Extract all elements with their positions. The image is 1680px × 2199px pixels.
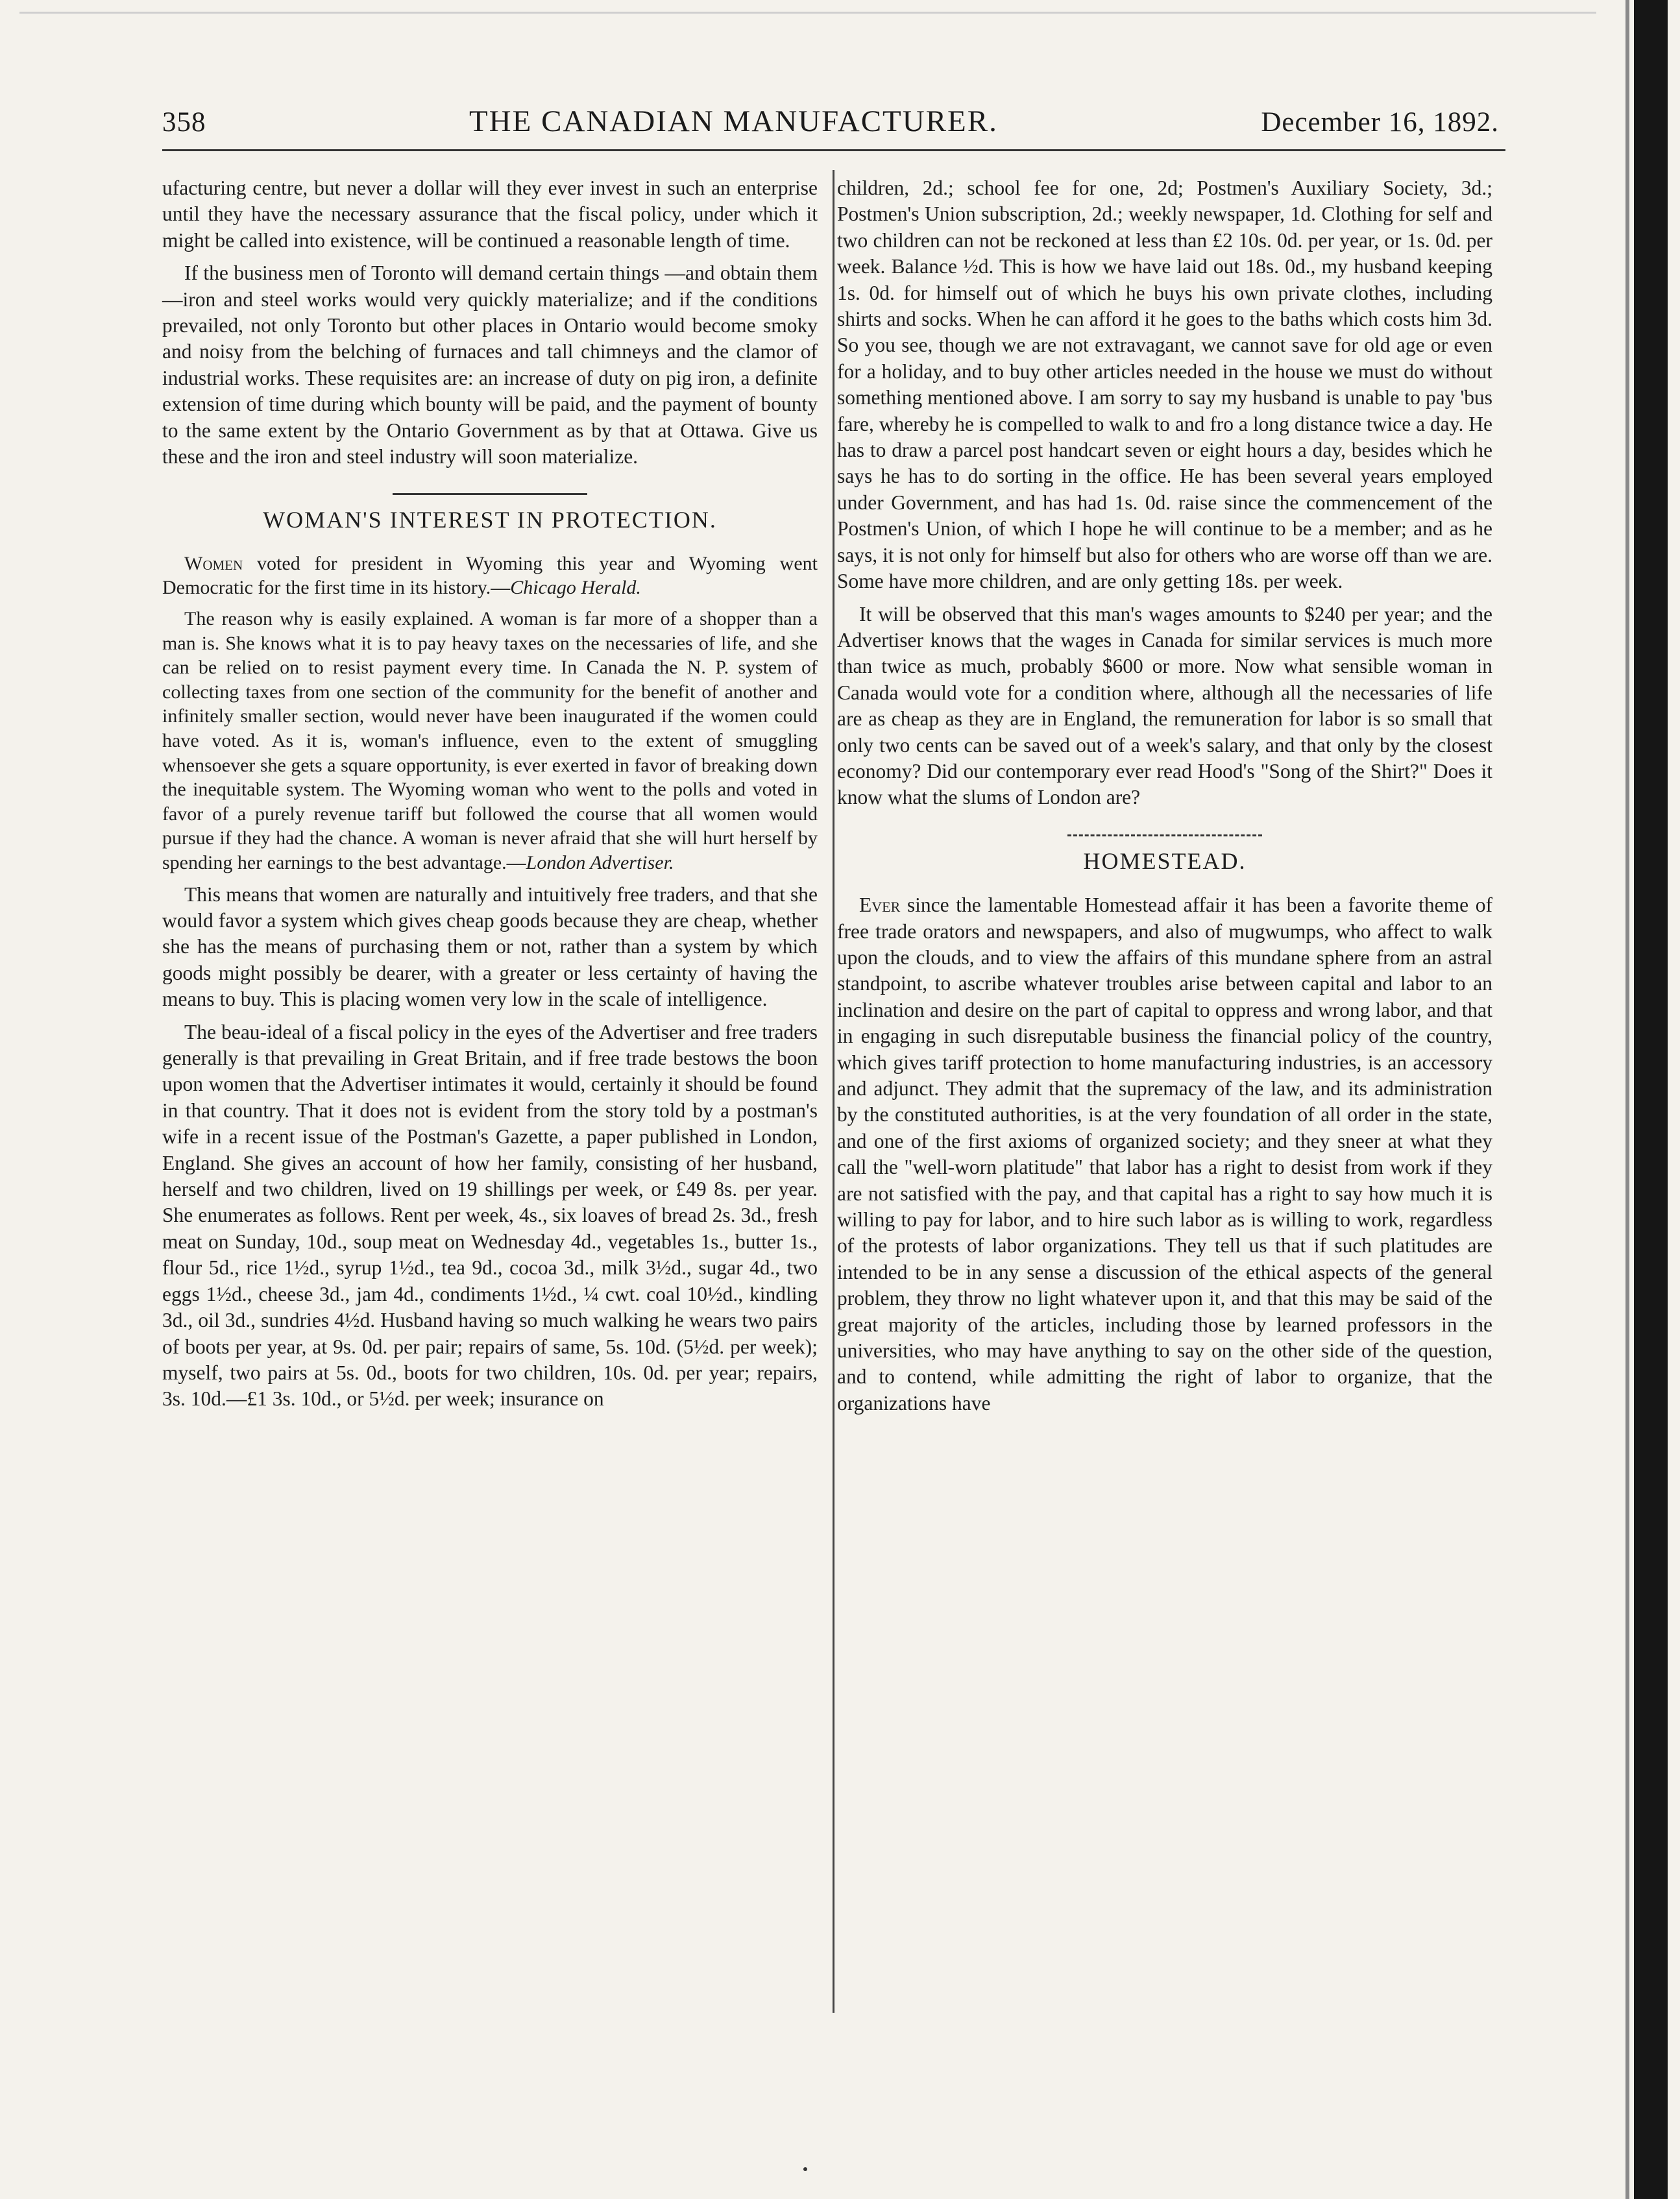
wages-comparison-paragraph: It will be observed that this man's wages amounts to $240 per year; and the Advertiser knows that the wages in Canada for similar services is much more than twice as much, probably $600 or more. Now what sensible woman in Canada would vote for a condition where, although all the necessaries of life are as cheap as they are in England, the remuneration for labor is so small that only two cents can be saved out of a week's salary, and that only by the closest economy? Did our contemporary ever read Hood's "Song of the Shirt?" Does it know what the slums of London are?: [837, 602, 1492, 809]
page-edge-bar: [1634, 0, 1668, 2199]
quote-text: The reason why is easily explained. A woman is far more of a shopper than a man is. She knows what it is to pay heavy taxes on the necessaries of life, and she can be relied on to resist payment every time. In Canada the N. P. system of collecting taxes from one section of the community for the benefit of another and infinitely smaller section, would never have been inaugurated if the women could have voted. As it is, woman's influence, even to the extent of smuggling whensoever she gets a square opportunity, is ever exerted in favor of breaking down the inequitable system. The Wyoming woman who went to the polls and voted in favor of a purely revenue tariff but followed the course that all women would pursue if they had the chance. A woman is never afraid that she will hurt herself by spending her earnings to the best advantage.—: [162, 608, 818, 873]
article-heading-womans-interest: WOMAN'S INTEREST IN PROTECTION.: [263, 507, 717, 533]
article-continuation-paragraph: ufacturing centre, but never a dollar will they ever invest in such an enterprise until they have the necessary assurance that the fiscal policy, under which it might be called into existence, will be continued a reasonable length of time.: [162, 176, 818, 252]
iron-steel-paragraph: If the business men of Toronto will demand certain things —and obtain them—iron and steel works would very quickly materialize; and if the conditions prevailed, not only Toronto but other places in Ontario would become smoky and noisy from the belching of furnaces and tall chimneys and the clamor of industrial works. These requisites are: an increase of duty on pig iron, a definite extension of time during which bounty will be paid, and the payment of bounty to the same extent by the Ontario Government as by that at Ottawa. Give us these and the iron and steel industry will soon materialize.: [162, 261, 818, 468]
publication-title: THE CANADIAN MANUFACTURER.: [469, 104, 998, 138]
homestead-paragraph: [837, 892, 1492, 1416]
right-column: [837, 175, 1492, 1423]
free-traders-paragraph: This means that women are naturally and intuitively free traders, and that she would favor a system which gives cheap goods because they are cheap, whether she has the means of purchasing them or not, rather than a system by which goods might possibly be dearer, with a greater or less certainty of having the means to buy. This is placing women very low in the scale of intelligence.: [162, 882, 818, 1011]
drop-lead-word: Ever: [859, 893, 901, 917]
quote-text: voted for president in Wyoming this year and Wyoming went Democratic for the first time in its history.—: [162, 552, 818, 599]
left-column: [162, 175, 818, 1419]
top-edge-rule: [19, 12, 1596, 14]
quote-london-advertiser: [162, 607, 818, 875]
postman-budget-paragraph: children, 2d.; school fee for one, 2d; Postmen's Auxiliary Society, 3d.; Postmen's Union subscription, 2d.; weekly newspaper, 1d. Clothing for self and two children can not be reckoned at less than £2 10s. 0d. per year, or 1s. 0d. per week. Balance ½d. This is how we have laid out 18s. 0d., my husband keeping 1s. 0d. for himself out of which he buys his own private clothes, including shirts and socks. When he can afford it he goes to the baths which costs him 3d. So you see, though we are not extravagant, we cannot save for old age or even for a holiday, and to buy other articles needed in the house we must do without something mentioned above. I am sorry to say my husband is unable to pay 'bus fare, whereby he is compelled to walk to and fro a long distance twice a day. He has to draw a parcel post handcart seven or eight hours a day, besides which he says he has to do sorting in the office. He has been several years employed under Government, and has had 1s. 0d. raise since the commencement of the Postmen's Union, of which I hope he will continue to be a member; and as he says, it is not only for himself but also for others who are worse off than we are. Some have more children, and are only getting 18s. per week.: [837, 176, 1492, 593]
issue-date: December 16, 1892.: [1261, 107, 1499, 138]
print-speck: [803, 2167, 807, 2171]
quote-source: Chicago Herald.: [510, 577, 641, 599]
quote-source: London Advertiser.: [526, 852, 674, 873]
drop-lead-word: Women: [184, 552, 243, 574]
article-heading-homestead: HOMESTEAD.: [1083, 847, 1247, 874]
column-divider: [833, 170, 834, 2013]
page-number: 358: [162, 107, 206, 138]
header-rule: [162, 149, 1505, 151]
page-edge-shadow: [1625, 0, 1629, 2199]
quote-chicago-herald: [162, 552, 818, 600]
paragraph-text: since the lamentable Homestead affair it has been a favorite theme of free trade orators and newspapers, and also of mugwumps, who affect to walk upon the clouds, and to view the affairs of this mundane sphere from an astral standpoint, to ascribe whatever troubles arise between capital and labor to an inclination and desire on the part of capital to oppress and wrong labor, and that in engaging in such disreputable business the financial policy of the country, which gives tariff protection to home manufacturing industries, is an accessory and adjunct. They admit that the supremacy of the law, and its administration by the constituted authorities, is at the very foundation of all order in the state, and one of the first axioms of organized society; and they sneer at what they call the "well-worn platitude" that labor has a right to desist from work if they are not satisfied with the pay, and that capital has a right to say how much it is willing to pay for labor, and to hire such labor as is willing to work, regardless of the protests of labor organizations. They tell us that if such platitudes are intended to be in any sense a discussion of the ethical aspects of the general problem, they throw no light whatever upon it, and that this may be said of the great majority of the articles, including those by learned professors in the universities, who may have anything to say on the other side of the question, and to contend, while admitting the right of labor to organize, that the organizations have: [837, 893, 1492, 1415]
section-separator: [1067, 834, 1262, 836]
section-separator: [393, 493, 587, 495]
beau-ideal-paragraph: The beau-ideal of a fiscal policy in the eyes of the Advertiser and free traders generally is that prevailing in Great Britain, and if free trade bestows the boon upon women that the Advertiser intimates it would, certainly it should be found in that country. That it does not is evident from the story told by a postman's wife in a recent issue of the Postman's Gazette, a paper published in London, England. She gives an account of how her family, consisting of her husband, herself and two children, lived on 19 shillings per week, or £49 8s. per year. She enumerates as follows. Rent per week, 4s., six loaves of bread 2s. 3d., fresh meat on Sunday, 10d., soup meat on Wednesday 4d., vegetables 1s., butter 1s., flour 5d., rice 1½d., syrup 1½d., tea 9d., cocoa 3d., milk 3½d., sugar 4d., two eggs 1½d., cheese 3d., jam 4d., condiments 1½d., ¼ cwt. coal 10½d., kindling 3d., oil 3d., sundries 4½d. Husband having so much walking he wears two pairs of boots per year, at 9s. 0d. per pair; repairs of same, 5s. 10d. (5½d. per week); myself, two pairs at 5s. 0d., boots for two children, 10s. 0d. per year; repairs, 3s. 10d.—£1 3s. 10d., or 5½d. per week; insurance on: [162, 1020, 818, 1411]
page-header: [162, 104, 1499, 149]
